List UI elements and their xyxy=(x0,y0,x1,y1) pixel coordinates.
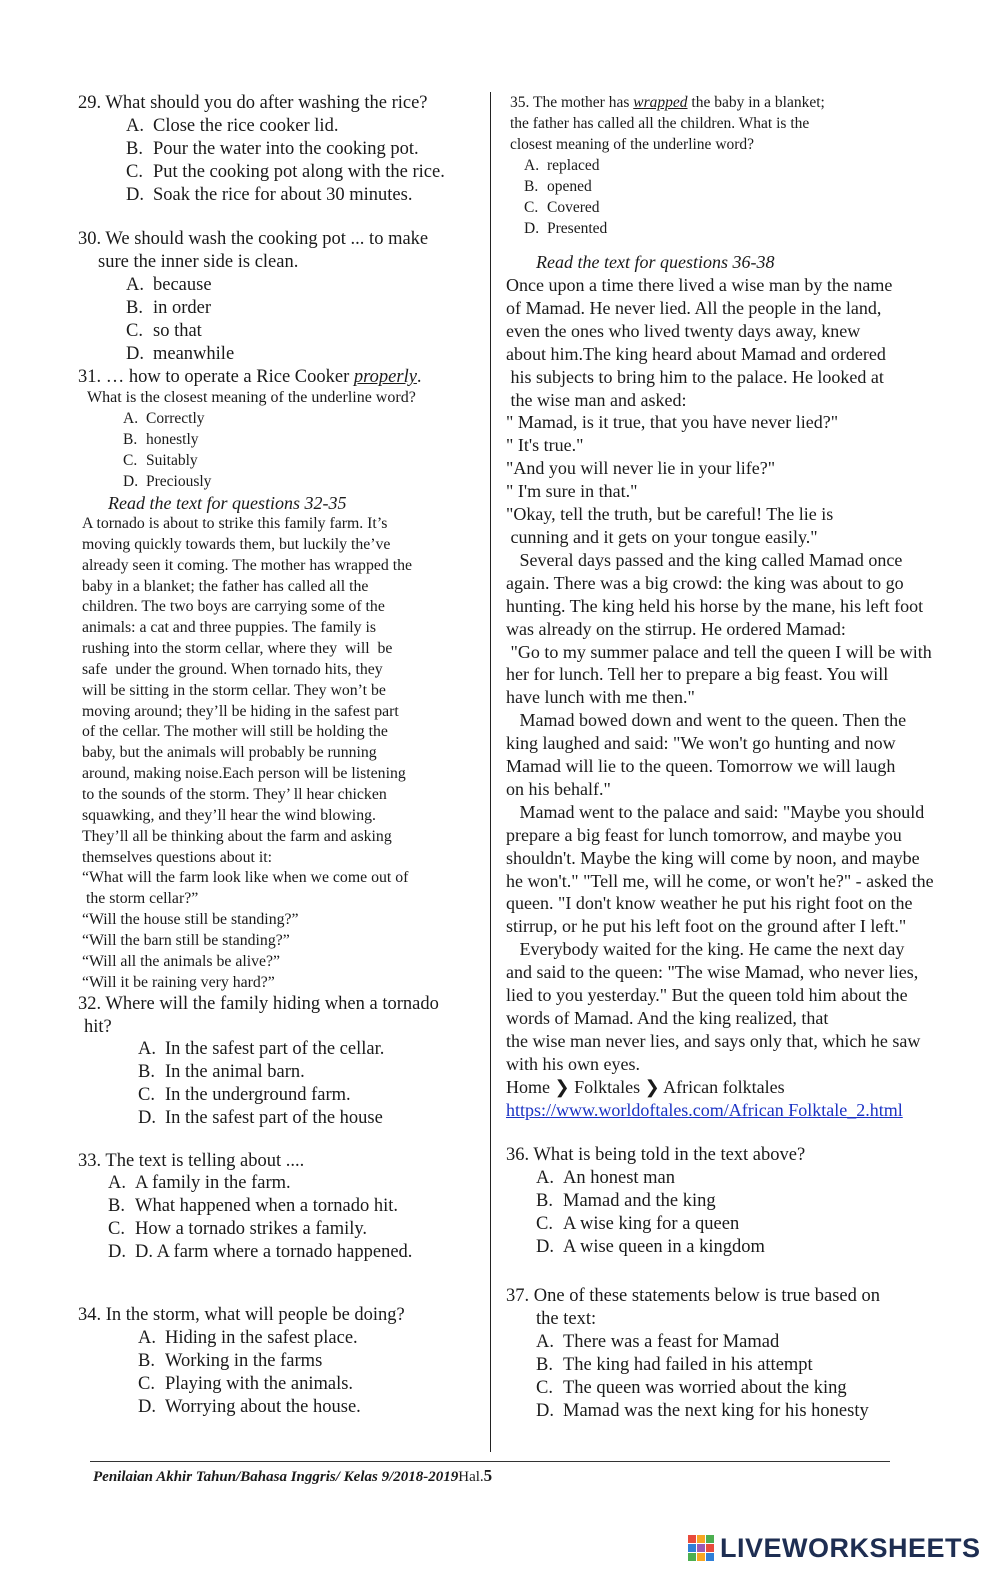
logo-square xyxy=(697,1553,705,1561)
answer-option xyxy=(524,197,986,218)
option-text: In the underground farm. xyxy=(165,1085,351,1106)
options xyxy=(126,274,483,366)
source-link[interactable]: https://www.worldoftales.com/African Folktale_2.html xyxy=(506,1099,903,1120)
option-text: Covered xyxy=(547,199,600,216)
option-text: In the safest part of the cellar. xyxy=(165,1039,385,1060)
question-stem: 32. Where will the family hiding when a tornado xyxy=(78,994,439,1015)
underlined-word: properly xyxy=(353,367,417,387)
option-text: Pour the water into the cooking pot. xyxy=(153,139,419,159)
answer-option xyxy=(536,1377,986,1400)
passage-line: “Will it be raining very hard?” xyxy=(82,973,275,991)
passage-line: “What will the farm look like when we come out of xyxy=(82,869,409,887)
passage-line: "And you will never lie in your life?" xyxy=(506,458,776,479)
passage-line: have lunch with me then." xyxy=(506,687,695,708)
option-text: How a tornado strikes a family. xyxy=(135,1219,368,1240)
option-text: There was a feast for Mamad xyxy=(563,1331,780,1352)
passage-line: queen. "I don't know weather he put his right foot on the xyxy=(506,893,913,914)
option-letter: B. xyxy=(536,1190,553,1211)
passage-line: lied to you yesterday." But the queen told him about the xyxy=(506,985,908,1006)
option-text: A family in the farm. xyxy=(135,1173,291,1194)
option-text: The queen was worried about the king xyxy=(563,1377,847,1398)
passage-line: baby in a blanket; the father has called all the xyxy=(82,577,369,595)
passage-line: squawking, and they’ll hear the wind blowing. xyxy=(82,806,376,824)
footer-rule xyxy=(90,1461,890,1462)
reading-heading: Read the text for questions 36-38 xyxy=(536,252,775,272)
answer-option xyxy=(123,408,483,429)
answer-option xyxy=(138,1061,483,1084)
option-text: replaced xyxy=(547,157,600,174)
option-letter: B. xyxy=(123,431,138,448)
passage-line: Several days passed and the king called Mamad once xyxy=(506,549,903,570)
option-letter: D. xyxy=(138,1108,156,1129)
passage-line: will be sitting in the storm cellar. They won’t be xyxy=(82,681,386,699)
answer-option xyxy=(138,1084,483,1107)
passage-line: even the ones who lived twenty days away, knew xyxy=(506,320,861,341)
option-text: Mamad was the next king for his honesty xyxy=(563,1400,869,1421)
question-stem: 36. What is being told in the text above? xyxy=(506,1144,806,1165)
passage-line: “Will the house still be standing?” xyxy=(82,911,299,929)
logo-square xyxy=(697,1535,705,1543)
option-letter: C. xyxy=(536,1213,553,1234)
logo-square xyxy=(697,1544,705,1552)
option-letter: B. xyxy=(126,139,143,159)
passage-line: Mamad will lie to the queen. Tomorrow we will laugh xyxy=(506,756,896,777)
passage-line: baby, but the animals will probably be running xyxy=(82,744,377,762)
passage-line: Everybody waited for the king. He came the next day xyxy=(506,939,905,960)
options xyxy=(108,1172,483,1264)
answer-option xyxy=(123,450,483,471)
passage-line: he won't." "Tell me, will he come, or won't he?" - asked the xyxy=(506,870,934,891)
answer-option xyxy=(138,1327,483,1350)
option-text: Working in the farms xyxy=(165,1351,323,1372)
options xyxy=(536,1167,986,1259)
option-letter: A. xyxy=(126,116,144,136)
answer-option xyxy=(126,297,483,320)
passage-line: of Mamad. He never lied. All the people in the land, xyxy=(506,297,882,318)
option-text: Soak the rice for about 30 minutes. xyxy=(153,185,413,205)
option-text: Put the cooking pot along with the rice. xyxy=(153,162,445,182)
answer-option xyxy=(524,155,986,176)
option-text: What happened when a tornado hit. xyxy=(135,1196,399,1217)
option-text: A wise queen in a kingdom xyxy=(563,1236,765,1257)
question-stem-cont: What is the closest meaning of the underline word? xyxy=(87,389,416,406)
passage-line: "Okay, tell the truth, but be careful! The lie is xyxy=(506,504,834,525)
folktale-passage xyxy=(506,274,986,1076)
option-text: in order xyxy=(153,298,212,318)
logo-square xyxy=(688,1535,696,1543)
option-text: A wise king for a queen xyxy=(563,1213,740,1234)
answer-option xyxy=(126,138,483,161)
reading-heading: Read the text for questions 32-35 xyxy=(108,493,347,513)
answer-option xyxy=(126,274,483,297)
passage-line: “Will all the animals be alive?” xyxy=(82,952,281,970)
question-stem: 29. What should you do after washing the rice? xyxy=(78,93,428,113)
breadcrumb: Home ❯ Folktales ❯ African folktales xyxy=(506,1076,785,1097)
passage-line: prepare a big feast for lunch tomorrow, and maybe you xyxy=(506,824,902,845)
question-stem: 30. We should wash the cooking pot ... to make xyxy=(78,229,429,249)
question-31 xyxy=(78,366,483,492)
answer-option xyxy=(108,1195,483,1218)
passage-line: cunning and it gets on your tongue easily." xyxy=(506,526,818,547)
answer-option xyxy=(138,1396,483,1419)
option-letter: A. xyxy=(138,1039,156,1060)
options xyxy=(126,115,483,207)
tornado-passage xyxy=(82,514,483,993)
option-text: Preciously xyxy=(146,473,212,490)
passage-line: A tornado is about to strike this family farm. It’s xyxy=(82,515,388,532)
option-text: Mamad and the king xyxy=(563,1190,716,1211)
option-letter: A. xyxy=(108,1173,126,1194)
question-stem-cont: the text: xyxy=(536,1308,597,1329)
option-letter: C. xyxy=(126,162,143,182)
passage-line: "Go to my summer palace and tell the queen I will be with xyxy=(506,641,932,662)
option-letter: D. xyxy=(138,1397,156,1418)
column-divider xyxy=(490,92,491,1452)
passage-line: shouldn't. Maybe the king will come by noon, and maybe xyxy=(506,847,920,868)
option-letter: B. xyxy=(138,1062,155,1083)
question-stem: 34. In the storm, what will people be doing? xyxy=(78,1305,405,1326)
option-letter: B. xyxy=(108,1196,125,1217)
answer-option xyxy=(536,1354,986,1377)
answer-option xyxy=(123,471,483,492)
option-letter: A. xyxy=(123,410,139,427)
answer-option xyxy=(138,1038,483,1061)
option-text: so that xyxy=(153,321,202,341)
option-letter: C. xyxy=(126,321,143,341)
option-letter: B. xyxy=(138,1351,155,1372)
option-text: Worrying about the house. xyxy=(165,1397,361,1418)
passage-line: moving quickly towards them, but luckily the’ve xyxy=(82,535,391,553)
logo-square xyxy=(706,1553,714,1561)
underlined-word: wrapped xyxy=(633,94,688,111)
logo-text: LIVEWORKSHEETS xyxy=(720,1532,981,1563)
answer-option xyxy=(536,1190,986,1213)
option-letter: C. xyxy=(108,1219,125,1240)
question-37 xyxy=(506,1285,986,1423)
passage-line: on his behalf." xyxy=(506,778,611,799)
liveworksheets-logo[interactable] xyxy=(688,1532,981,1564)
option-letter: D. xyxy=(524,220,540,237)
answer-option xyxy=(138,1350,483,1373)
question-stem-cont: hit? xyxy=(84,1017,112,1038)
option-text: because xyxy=(153,275,212,295)
answer-option xyxy=(138,1107,483,1130)
passage-line: " It's true." xyxy=(506,435,584,456)
options xyxy=(524,155,986,239)
option-letter: D. xyxy=(123,473,139,490)
page-label: Hal. xyxy=(458,1469,484,1485)
option-letter: A. xyxy=(524,157,540,174)
answer-option xyxy=(126,320,483,343)
answer-option xyxy=(536,1331,986,1354)
passage-line: stirrup, or he put his left foot on the ground after I left." xyxy=(506,916,907,937)
option-letter: C. xyxy=(138,1085,155,1106)
passage-line: her for lunch. Tell her to prepare a big feast. You will xyxy=(506,664,889,685)
option-letter: B. xyxy=(126,298,143,318)
passage-line: They’ll all be thinking about the farm and asking xyxy=(82,827,392,845)
option-letter: C. xyxy=(138,1374,155,1395)
option-letter: C. xyxy=(536,1377,553,1398)
passage-line: around, making noise.Each person will be listening xyxy=(82,765,406,783)
option-letter: D. xyxy=(536,1400,554,1421)
answer-option xyxy=(524,176,986,197)
option-text: Correctly xyxy=(146,410,205,427)
passage-line: Mamad went to the palace and said: "Maybe you should xyxy=(506,801,925,822)
left-column xyxy=(78,92,483,1419)
passage-line: and said to the queen: "The wise Mamad, who never lies, xyxy=(506,962,919,983)
option-letter: C. xyxy=(123,452,138,469)
option-text: In the animal barn. xyxy=(165,1062,305,1083)
option-text: Hiding in the safest place. xyxy=(165,1328,358,1349)
answer-option xyxy=(536,1400,986,1423)
question-stem: 31. … how to operate a Rice Cooker properly. xyxy=(78,367,422,387)
options xyxy=(123,408,483,492)
passage-line: “Will the barn still be standing?” xyxy=(82,931,290,949)
question-stem-cont: sure the inner side is clean. xyxy=(98,252,299,272)
passage-line: king laughed and said: "We won't go hunting and now xyxy=(506,733,896,754)
question-stem: 35. The mother has wrapped the baby in a blanket; xyxy=(510,94,825,111)
logo-square xyxy=(688,1553,696,1561)
passage-line: rushing into the storm cellar, where they will be xyxy=(82,640,393,658)
answer-option xyxy=(108,1241,483,1264)
passage-line: words of Mamad. And the king realized, that xyxy=(506,1008,829,1028)
question-35 xyxy=(506,92,986,239)
passage-line: animals: a cat and three puppies. The family is xyxy=(82,619,377,637)
option-text: Close the rice cooker lid. xyxy=(153,116,339,136)
logo-square xyxy=(706,1544,714,1552)
passage-line: of the cellar. The mother will still be holding the xyxy=(82,723,388,741)
option-letter: D. xyxy=(126,344,144,364)
question-32 xyxy=(78,993,483,1130)
answer-option xyxy=(108,1218,483,1241)
passage-line: again. There was a big crowd: the king was about to go xyxy=(506,572,904,593)
option-letter: C. xyxy=(524,199,539,216)
answer-option xyxy=(536,1236,986,1259)
answer-option xyxy=(126,115,483,138)
option-text: Presented xyxy=(547,220,608,237)
question-stem: 33. The text is telling about .... xyxy=(78,1151,305,1172)
answer-option xyxy=(126,184,483,207)
question-33 xyxy=(78,1150,483,1264)
logo-mark-icon xyxy=(688,1535,714,1561)
question-36 xyxy=(506,1144,986,1259)
option-letter: A. xyxy=(138,1328,156,1349)
passage-line: already seen it coming. The mother has wrapped the xyxy=(82,556,413,574)
option-text: The king had failed in his attempt xyxy=(563,1354,813,1375)
answer-option xyxy=(536,1213,986,1236)
passage-line: " I'm sure in that." xyxy=(506,481,638,502)
right-column xyxy=(506,92,986,1423)
passage-line: to the sounds of the storm. They’ ll hear chicken xyxy=(82,785,387,803)
passage-line: " Mamad, is it true, that you have never lied?" xyxy=(506,412,839,433)
option-letter: A. xyxy=(536,1167,554,1188)
passage-line: the wise man and asked: xyxy=(506,389,687,410)
option-letter: B. xyxy=(524,178,539,195)
question-stem: 37. One of these statements below is true based on xyxy=(506,1285,881,1306)
passage-line: themselves questions about it: xyxy=(82,848,272,866)
footer-text: Penilaian Akhir Tahun/Bahasa Inggris/ Kelas 9/2018-2019 xyxy=(93,1469,459,1485)
answer-option xyxy=(524,218,986,239)
question-30 xyxy=(78,228,483,366)
question-29 xyxy=(78,92,483,207)
passage-line: was already on the stirrup. He ordered Mamad: xyxy=(506,618,846,639)
option-letter: D. xyxy=(536,1236,554,1257)
question-34 xyxy=(78,1304,483,1419)
options xyxy=(138,1038,483,1130)
option-letter: A. xyxy=(126,275,144,295)
option-letter: D. xyxy=(126,185,144,205)
option-text: Suitably xyxy=(146,452,198,469)
logo-square xyxy=(688,1544,696,1552)
option-letter: B. xyxy=(536,1354,553,1375)
option-text: In the safest part of the house xyxy=(165,1108,383,1129)
passage-line: moving around; they’ll be hiding in the safest part xyxy=(82,702,399,720)
passage-line: with his own eyes. xyxy=(506,1053,640,1074)
option-text: meanwhile xyxy=(153,344,235,364)
passage-line: his subjects to bring him to the palace. He looked at xyxy=(506,366,884,387)
option-text: Playing with the animals. xyxy=(165,1374,354,1395)
passage-line: hunting. The king held his horse by the mane, his left foot xyxy=(506,595,924,616)
question-stem-cont: the father has called all the children. What is the xyxy=(510,115,810,132)
options xyxy=(138,1327,483,1419)
passage-line: Once upon a time there lived a wise man by the name xyxy=(506,275,893,295)
passage-line: safe under the ground. When tornado hits, they xyxy=(82,660,383,678)
page-number: 5 xyxy=(483,1466,493,1485)
option-text: An honest man xyxy=(563,1167,676,1188)
answer-option xyxy=(108,1172,483,1195)
answer-option xyxy=(126,343,483,366)
passage-line: Mamad bowed down and went to the queen. Then the xyxy=(506,710,907,731)
passage-line: the storm cellar?” xyxy=(82,890,199,908)
option-letter: A. xyxy=(536,1331,554,1352)
answer-option xyxy=(138,1373,483,1396)
answer-option xyxy=(126,161,483,184)
answer-option xyxy=(536,1167,986,1190)
passage-line: children. The two boys are carrying some of the xyxy=(82,598,385,616)
passage-line: about him.The king heard about Mamad and ordered xyxy=(506,343,886,364)
option-text: D. A farm where a tornado happened. xyxy=(135,1242,413,1263)
option-text: opened xyxy=(547,178,592,195)
option-text: honestly xyxy=(146,431,199,448)
passage-line: the wise man never lies, and says only that, which he saw xyxy=(506,1030,921,1051)
answer-option xyxy=(123,429,483,450)
option-letter: D. xyxy=(108,1242,126,1263)
footer xyxy=(93,1466,492,1486)
options xyxy=(536,1331,986,1423)
question-stem-cont: closest meaning of the underline word? xyxy=(510,136,755,153)
logo-square xyxy=(706,1535,714,1543)
